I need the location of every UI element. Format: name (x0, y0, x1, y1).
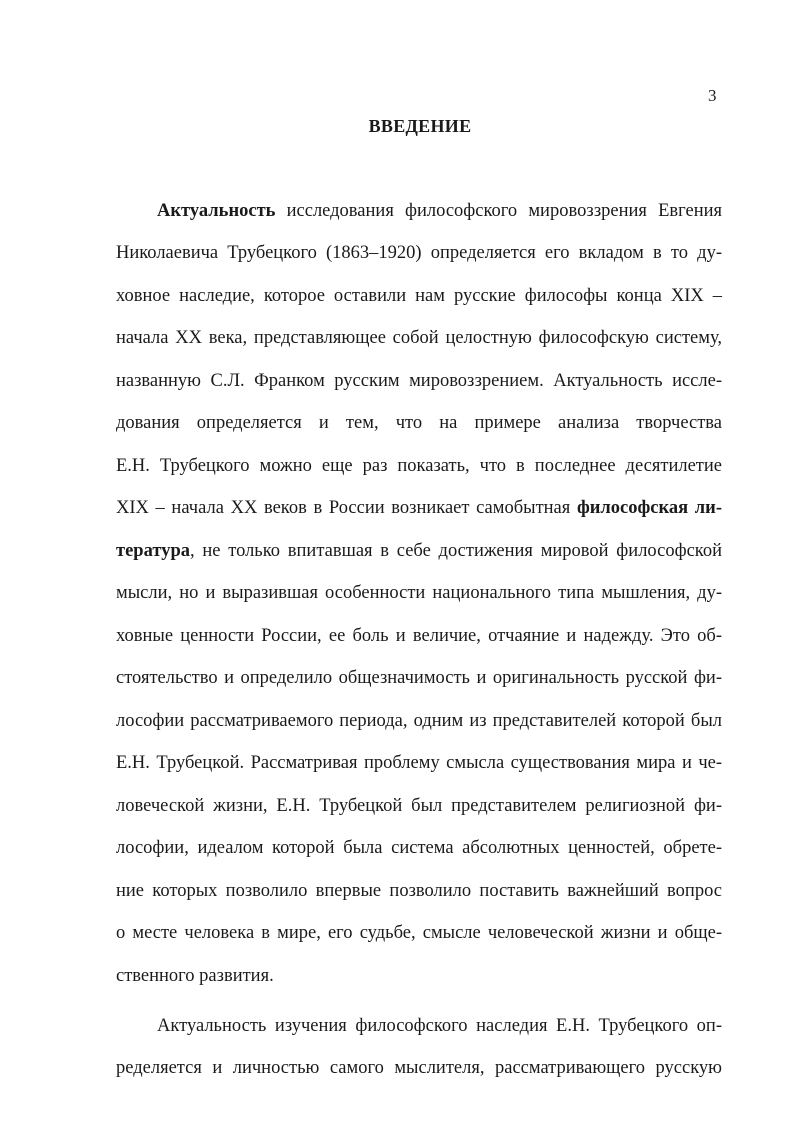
text-line: Е.Н. Трубецкого можно еще раз показать, что в последнее десятилетие (116, 456, 722, 476)
bold-term: тература (116, 541, 190, 561)
text-line (116, 539, 722, 563)
line-text: XIX – начала XX веков в России возникает самобытная (116, 498, 571, 518)
bold-term: Актуальность (157, 201, 276, 221)
text-line: ределяется и личностью самого мыслителя, рассматривающего русскую (116, 1058, 722, 1078)
text-line: Актуальность изучения философского наследия Е.Н. Трубецкого оп- (157, 1016, 722, 1036)
text-line: мысли, но и выразившая особенности национального типа мышления, ду- (116, 583, 722, 603)
line-text: , не только впитавшая в себе достижения мировой философской (190, 541, 722, 561)
text-line (116, 496, 722, 520)
text-line: начала XX века, представляющее собой целостную философскую систему, (116, 328, 722, 348)
text-line (157, 199, 722, 223)
text-line: лософии рассматриваемого периода, одним из представителей которой был (116, 711, 722, 731)
page-title: ВВЕДЕНИЕ (368, 116, 472, 136)
text-line: ние которых позволило впервые позволило поставить важнейший вопрос (116, 881, 722, 901)
text-line: Е.Н. Трубецкой. Рассматривая проблему смысла существования мира и че- (116, 753, 722, 773)
text-line: лософии, идеалом которой была система абсолютных ценностей, обрете- (116, 838, 722, 858)
text-line: ховное наследие, которое оставили нам русские философы конца XIX – (116, 286, 722, 306)
page-number: 3 (708, 86, 717, 105)
text-line: дования определяется и тем, что на примере анализа творчества (116, 413, 722, 433)
text-line: ховные ценности России, ее боль и величие, отчаяние и надежду. Это об- (116, 626, 722, 646)
text-line: ловеческой жизни, Е.Н. Трубецкой был представителем религиозной фи- (116, 796, 722, 816)
text-line: Николаевича Трубецкого (1863–1920) определяется его вкладом в то ду- (116, 243, 722, 263)
line-text: исследования философского мировоззрения Евгения (286, 201, 723, 221)
text-line: ственного развития. (116, 966, 274, 986)
text-line: о месте человека в мире, его судьбе, смысле человеческой жизни и обще- (116, 923, 722, 943)
text-line: стоятельство и определило общезначимость и оригинальность русской фи- (116, 668, 722, 688)
bold-term: философская ли- (576, 498, 722, 518)
text-line: названную С.Л. Франком русским мировоззрением. Актуальность иссле- (116, 371, 722, 391)
